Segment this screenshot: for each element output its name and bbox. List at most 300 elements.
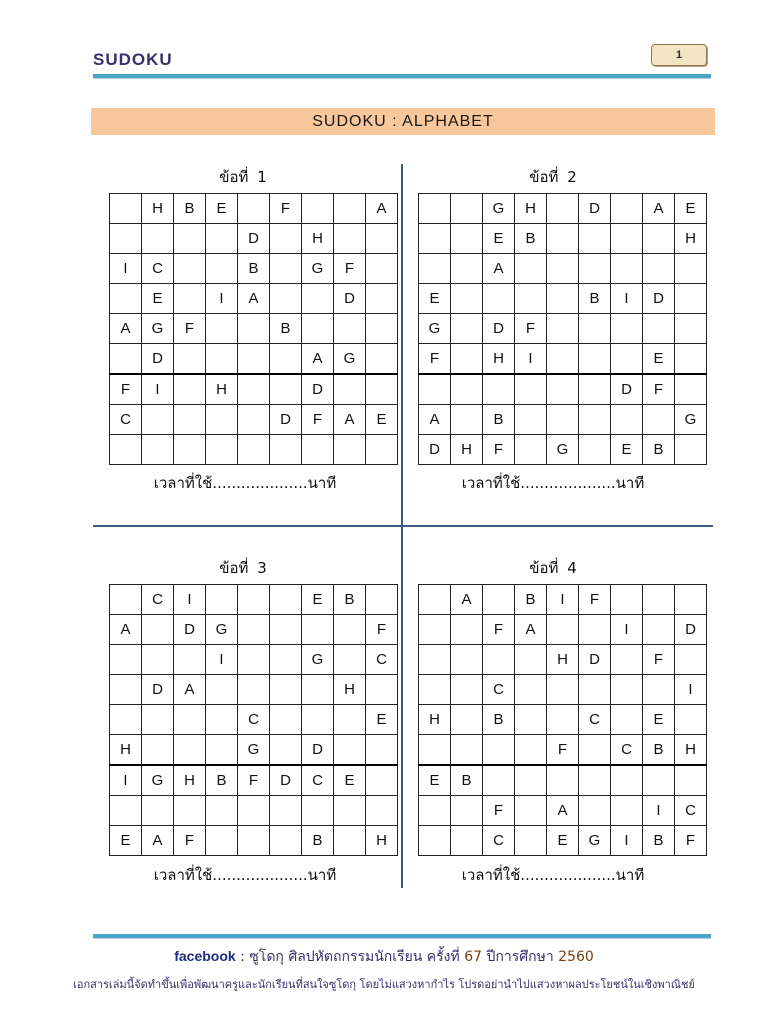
grid-cell <box>334 705 366 735</box>
grid-cell <box>142 405 174 435</box>
grid-cell <box>675 254 707 284</box>
grid-cell <box>643 615 675 645</box>
grid-cell <box>238 826 270 856</box>
grid-cell <box>142 224 174 254</box>
grid-cell: G <box>483 194 515 224</box>
grid-cell <box>579 374 611 405</box>
grid-cell: F <box>174 826 206 856</box>
grid-cell <box>110 705 142 735</box>
footer-divider-shadow <box>93 938 711 939</box>
grid-cell <box>675 344 707 375</box>
grid-row <box>419 826 707 856</box>
grid-row <box>110 254 398 284</box>
grid-cell: B <box>451 765 483 796</box>
grid-cell <box>302 314 334 344</box>
grid-cell: G <box>142 314 174 344</box>
grid-cell <box>302 194 334 224</box>
grid-cell: F <box>110 374 142 405</box>
grid-cell <box>611 405 643 435</box>
header-title: SUDOKU <box>93 50 173 69</box>
grid-cell <box>419 254 451 284</box>
grid-cell <box>238 645 270 675</box>
grid-cell: F <box>270 194 302 224</box>
grid-cell: B <box>643 435 675 465</box>
grid-cell <box>451 344 483 375</box>
grid-cell: D <box>675 615 707 645</box>
grid-cell <box>419 675 451 705</box>
grid-cell <box>366 796 398 826</box>
grid-cell <box>270 796 302 826</box>
grid-cell <box>483 765 515 796</box>
sudoku-table <box>418 584 707 856</box>
grid-row <box>110 675 398 705</box>
sudoku-table <box>418 193 707 465</box>
grid-cell <box>547 705 579 735</box>
grid-cell: I <box>675 675 707 705</box>
grid-cell <box>419 194 451 224</box>
grid-cell <box>238 405 270 435</box>
grid-cell <box>366 585 398 615</box>
grid-cell: H <box>206 374 238 405</box>
puzzle-label: ข้อที่ <box>219 168 249 186</box>
grid-cell: C <box>675 796 707 826</box>
grid-cell <box>366 374 398 405</box>
grid-cell: H <box>675 224 707 254</box>
grid-cell: E <box>142 284 174 314</box>
grid-cell <box>547 224 579 254</box>
grid-cell <box>206 675 238 705</box>
grid-cell: E <box>302 585 334 615</box>
grid-cell <box>142 796 174 826</box>
grid-cell <box>451 224 483 254</box>
grid-cell: F <box>334 254 366 284</box>
grid-row <box>110 826 398 856</box>
grid-cell <box>270 615 302 645</box>
grid-cell <box>451 826 483 856</box>
grid-cell: A <box>142 826 174 856</box>
grid-cell <box>366 254 398 284</box>
grid-cell <box>270 344 302 375</box>
grid-cell <box>515 405 547 435</box>
grid-cell: E <box>483 224 515 254</box>
grid-cell <box>334 224 366 254</box>
grid-cell <box>419 645 451 675</box>
puzzle-1-title <box>103 166 383 188</box>
grid-cell <box>238 585 270 615</box>
grid-cell <box>110 585 142 615</box>
grid-cell: H <box>483 344 515 375</box>
grid-cell <box>270 735 302 766</box>
grid-cell: F <box>419 344 451 375</box>
grid-cell: A <box>334 405 366 435</box>
grid-cell <box>611 796 643 826</box>
grid-row <box>110 435 398 465</box>
grid-cell <box>451 675 483 705</box>
grid-row <box>419 344 707 375</box>
grid-row <box>419 194 707 224</box>
grid-cell: E <box>643 705 675 735</box>
time-taken-3: เวลาที่ใช้....................นาที <box>153 866 337 884</box>
footer-event-text: : ซูโดกุ ศิลปหัตถกรรมนักเรียน ครั้งที่ <box>240 949 460 965</box>
grid-row <box>419 254 707 284</box>
grid-cell <box>675 645 707 675</box>
grid-cell: H <box>142 194 174 224</box>
grid-cell <box>142 705 174 735</box>
puzzle-label: ข้อที่ <box>219 559 249 577</box>
sudoku-table <box>109 584 398 856</box>
grid-cell: G <box>334 344 366 375</box>
grid-cell: A <box>110 314 142 344</box>
grid-cell: A <box>238 284 270 314</box>
grid-cell <box>547 344 579 375</box>
grid-cell <box>238 374 270 405</box>
puzzle-number: 2 <box>567 168 577 186</box>
grid-cell <box>366 435 398 465</box>
grid-cell: B <box>579 284 611 314</box>
footer-event-number: 67 <box>464 949 483 965</box>
time-taken-1: เวลาที่ใช้....................นาที <box>153 474 337 492</box>
grid-cell <box>334 314 366 344</box>
grid-cell <box>611 585 643 615</box>
grid-cell <box>579 224 611 254</box>
grid-cell: A <box>302 344 334 375</box>
grid-cell <box>675 435 707 465</box>
grid-cell <box>270 224 302 254</box>
grid-cell <box>515 735 547 766</box>
grid-cell <box>419 224 451 254</box>
grid-row <box>419 435 707 465</box>
puzzle-number: 4 <box>567 559 577 577</box>
grid-cell <box>334 194 366 224</box>
grid-cell: B <box>643 735 675 766</box>
grid-cell <box>643 254 675 284</box>
grid-cell <box>110 194 142 224</box>
grid-cell: C <box>142 585 174 615</box>
grid-cell <box>643 224 675 254</box>
footer-disclaimer: เอกสารเล่มนี้จัดทำขึ้นเพื่อพัฒนาครูและนักเรียนที่สนใจซูโดกุ โดยไม่แสวงหากำไร โปรดอย่านำไปแสวงหาผลประโยชน์ในเชิงพาณิชย์ <box>73 978 695 991</box>
puzzle-label: ข้อที่ <box>529 559 559 577</box>
grid-cell <box>515 675 547 705</box>
grid-cell <box>451 796 483 826</box>
grid-cell <box>302 796 334 826</box>
grid-cell: A <box>643 194 675 224</box>
grid-cell <box>675 314 707 344</box>
grid-row <box>110 314 398 344</box>
grid-cell <box>174 344 206 375</box>
grid-cell: B <box>238 254 270 284</box>
grid-cell <box>174 735 206 766</box>
grid-row <box>110 344 398 375</box>
grid-cell <box>334 826 366 856</box>
grid-cell <box>419 374 451 405</box>
page-number-badge: 1 <box>651 44 707 66</box>
grid-cell: F <box>675 826 707 856</box>
puzzle-label: ข้อที่ <box>529 168 559 186</box>
grid-cell <box>110 435 142 465</box>
grid-cell: H <box>515 194 547 224</box>
grid-cell <box>302 705 334 735</box>
grid-cell: C <box>110 405 142 435</box>
grid-cell: A <box>110 615 142 645</box>
header-divider-shadow <box>93 78 711 79</box>
grid-cell <box>579 615 611 645</box>
grid-cell <box>206 826 238 856</box>
grid-cell <box>547 254 579 284</box>
grid-cell <box>238 314 270 344</box>
grid-cell <box>451 284 483 314</box>
grid-cell <box>419 796 451 826</box>
grid-cell <box>366 675 398 705</box>
grid-cell: E <box>675 194 707 224</box>
grid-cell <box>142 735 174 766</box>
grid-row <box>110 405 398 435</box>
grid-cell: G <box>419 314 451 344</box>
facebook-label: facebook <box>174 948 236 964</box>
grid-cell <box>611 675 643 705</box>
grid-cell: D <box>419 435 451 465</box>
grid-cell <box>270 435 302 465</box>
grid-cell <box>451 645 483 675</box>
grid-cell: D <box>483 314 515 344</box>
grid-cell: D <box>270 405 302 435</box>
grid-cell <box>579 405 611 435</box>
grid-cell: F <box>483 615 515 645</box>
grid-cell: D <box>142 344 174 375</box>
grid-cell: I <box>643 796 675 826</box>
grid-cell <box>547 765 579 796</box>
grid-row <box>110 585 398 615</box>
grid-cell <box>515 284 547 314</box>
grid-cell: I <box>206 645 238 675</box>
grid-row <box>110 705 398 735</box>
grid-cell: A <box>366 194 398 224</box>
grid-cell <box>579 765 611 796</box>
grid-cell: C <box>366 645 398 675</box>
grid-cell: C <box>142 254 174 284</box>
grid-cell <box>270 374 302 405</box>
grid-cell: C <box>302 765 334 796</box>
section-banner: SUDOKU : ALPHABET <box>91 108 715 135</box>
grid-cell <box>611 194 643 224</box>
grid-cell: I <box>611 826 643 856</box>
grid-cell <box>515 826 547 856</box>
grid-cell: D <box>579 194 611 224</box>
grid-cell <box>238 435 270 465</box>
grid-cell <box>334 374 366 405</box>
grid-cell <box>547 615 579 645</box>
time-taken-4: เวลาที่ใช้....................นาที <box>461 866 645 884</box>
grid-cell <box>675 585 707 615</box>
grid-cell <box>643 675 675 705</box>
grid-cell <box>174 705 206 735</box>
grid-cell <box>366 224 398 254</box>
grid-cell: E <box>419 284 451 314</box>
grid-cell: I <box>110 254 142 284</box>
grid-cell: H <box>419 705 451 735</box>
grid-cell <box>238 344 270 375</box>
grid-cell: D <box>238 224 270 254</box>
grid-cell <box>419 585 451 615</box>
grid-cell: B <box>302 826 334 856</box>
grid-cell <box>611 224 643 254</box>
grid-cell: F <box>643 374 675 405</box>
grid-cell: C <box>579 705 611 735</box>
grid-cell: I <box>110 765 142 796</box>
grid-cell <box>547 314 579 344</box>
grid-cell: B <box>270 314 302 344</box>
grid-cell <box>611 254 643 284</box>
grid-cell: H <box>451 435 483 465</box>
grid-row <box>110 645 398 675</box>
grid-cell: E <box>366 405 398 435</box>
grid-cell <box>110 344 142 375</box>
grid-row <box>419 645 707 675</box>
grid-cell: I <box>547 585 579 615</box>
grid-cell: I <box>142 374 174 405</box>
grid-cell <box>515 435 547 465</box>
grid-cell <box>515 645 547 675</box>
grid-cell: A <box>451 585 483 615</box>
grid-cell: E <box>547 826 579 856</box>
grid-cell: C <box>483 675 515 705</box>
grid-row <box>419 735 707 766</box>
grid-cell: F <box>302 405 334 435</box>
grid-cell <box>238 615 270 645</box>
grid-cell <box>238 675 270 705</box>
grid-cell <box>110 645 142 675</box>
grid-cell <box>110 675 142 705</box>
grid-cell <box>643 585 675 615</box>
grid-row <box>110 284 398 314</box>
grid-cell: B <box>334 585 366 615</box>
grid-cell <box>547 284 579 314</box>
grid-cell: D <box>334 284 366 314</box>
grid-cell: A <box>483 254 515 284</box>
grid-cell <box>174 374 206 405</box>
grid-cell <box>206 344 238 375</box>
grid-row <box>110 796 398 826</box>
grid-cell: F <box>579 585 611 615</box>
grid-cell: B <box>483 705 515 735</box>
grid-row <box>419 585 707 615</box>
grid-cell: H <box>366 826 398 856</box>
sudoku-grid-4 <box>418 584 697 849</box>
time-taken-2: เวลาที่ใช้....................นาที <box>461 474 645 492</box>
grid-cell: H <box>110 735 142 766</box>
grid-row <box>419 374 707 405</box>
puzzle-number: 3 <box>257 559 267 577</box>
grid-row <box>419 705 707 735</box>
grid-cell: F <box>547 735 579 766</box>
grid-cell <box>451 374 483 405</box>
grid-cell <box>334 435 366 465</box>
grid-cell <box>451 314 483 344</box>
grid-cell: E <box>611 435 643 465</box>
grid-cell <box>302 284 334 314</box>
grid-cell <box>366 314 398 344</box>
grid-cell <box>302 675 334 705</box>
grid-cell <box>206 435 238 465</box>
grid-cell <box>483 645 515 675</box>
grid-cell <box>366 284 398 314</box>
grid-cell: A <box>174 675 206 705</box>
grid-cell <box>334 645 366 675</box>
grid-cell: G <box>238 735 270 766</box>
grid-cell <box>110 796 142 826</box>
grid-cell: E <box>366 705 398 735</box>
footer-year: 2560 <box>558 949 594 965</box>
grid-cell <box>206 314 238 344</box>
grid-cell <box>270 645 302 675</box>
grid-cell <box>302 615 334 645</box>
grid-cell: G <box>302 645 334 675</box>
grid-cell <box>270 705 302 735</box>
grid-cell: D <box>270 765 302 796</box>
grid-cell: B <box>643 826 675 856</box>
grid-cell <box>174 796 206 826</box>
grid-cell <box>270 284 302 314</box>
grid-cell <box>611 705 643 735</box>
grid-cell <box>451 615 483 645</box>
grid-cell <box>302 435 334 465</box>
grid-cell <box>515 796 547 826</box>
grid-cell <box>142 645 174 675</box>
grid-cell <box>515 765 547 796</box>
grid-cell <box>206 705 238 735</box>
grid-row <box>110 374 398 405</box>
grid-row <box>110 194 398 224</box>
grid-cell <box>643 405 675 435</box>
grid-cell: I <box>206 284 238 314</box>
grid-row <box>110 615 398 645</box>
grid-cell <box>611 765 643 796</box>
grid-cell: F <box>238 765 270 796</box>
grid-cell <box>451 194 483 224</box>
grid-cell <box>547 405 579 435</box>
grid-cell: F <box>174 314 206 344</box>
grid-cell <box>419 615 451 645</box>
grid-cell <box>515 705 547 735</box>
grid-cell: G <box>142 765 174 796</box>
grid-cell: F <box>515 314 547 344</box>
grid-cell <box>451 735 483 766</box>
grid-cell: D <box>142 675 174 705</box>
grid-row <box>419 224 707 254</box>
grid-cell <box>579 254 611 284</box>
grid-cell: B <box>515 224 547 254</box>
grid-row <box>419 675 707 705</box>
grid-cell <box>579 314 611 344</box>
grid-cell <box>270 826 302 856</box>
grid-cell <box>483 374 515 405</box>
grid-row <box>419 615 707 645</box>
grid-cell: D <box>643 284 675 314</box>
grid-cell <box>366 344 398 375</box>
grid-cell: H <box>675 735 707 766</box>
grid-row <box>419 765 707 796</box>
grid-cell <box>611 645 643 675</box>
puzzle-4-title <box>413 557 693 579</box>
grid-cell <box>675 374 707 405</box>
grid-cell <box>334 735 366 766</box>
grid-cell: F <box>483 796 515 826</box>
grid-cell: H <box>174 765 206 796</box>
grid-cell <box>206 405 238 435</box>
grid-cell: A <box>419 405 451 435</box>
grid-cell <box>206 224 238 254</box>
grid-cell: F <box>483 435 515 465</box>
grid-row <box>419 796 707 826</box>
